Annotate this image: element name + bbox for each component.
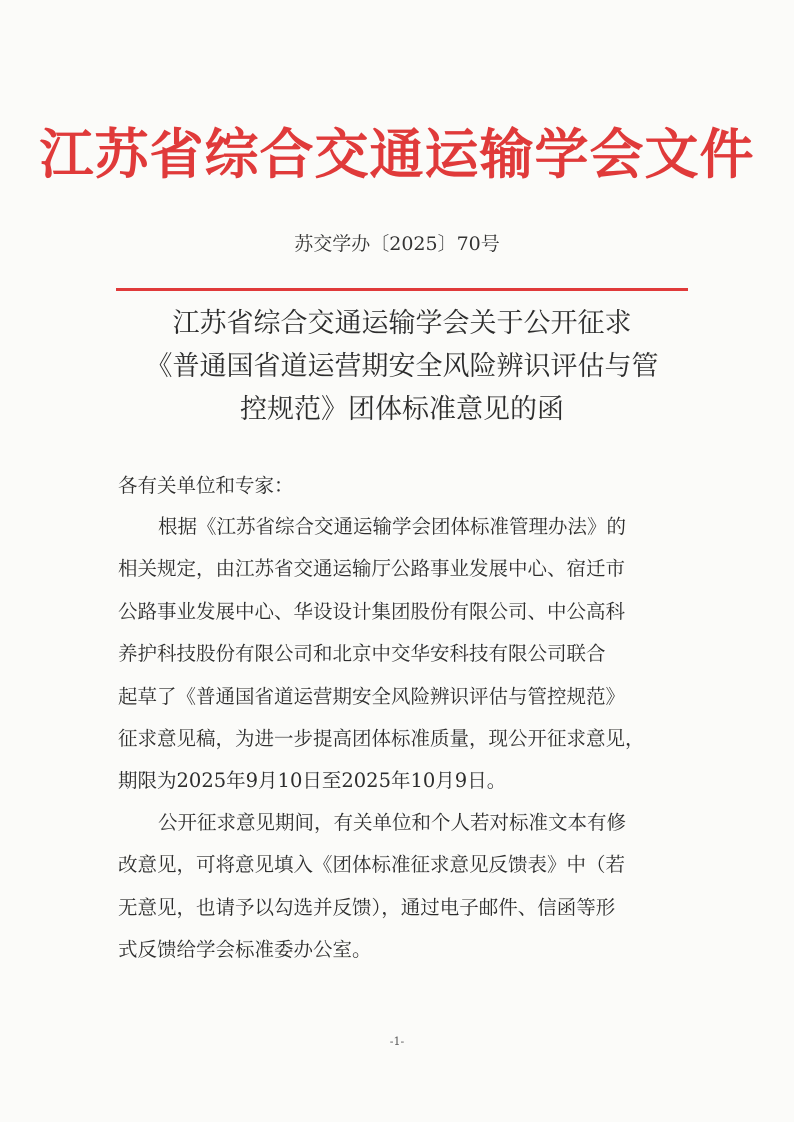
paragraph-line: 公开征求意见期间，有关单位和个人若对标准文本有修 [158,811,627,834]
paragraph-line: 养护科技股份有限公司和北京中交华安科技有限公司联合 [118,642,606,666]
title-line: 《普通国省道运营期安全风险辨识评估与管 [145,351,659,382]
paragraph-line: 无意见，也请予以勾选并反馈），通过电子邮件、信函等形 [118,895,616,919]
paragraph-line: 期限为2025年9月10日至2025年10月9日。 [118,769,507,793]
document-number: 苏交学办〔2025〕70号 [294,233,500,255]
page-number: -1- [389,1035,405,1048]
body-paragraph-2 [118,802,684,972]
title-line: 控规范》团体标准意见的函 [240,394,564,425]
body-paragraph-1 [118,506,684,803]
document-title [110,302,694,431]
paragraph-line: 根据《江苏省综合交通运输学会团体标准管理办法》的 [158,515,627,538]
issuer-header-title: 江苏省综合交通运输学会文件 [39,122,755,186]
paragraph-line: 相关规定，由江苏省交通运输厅公路事业发展中心、宿迁市 [118,557,626,581]
salutation: 各有关单位和专家： [118,474,294,497]
paragraph-line: 改意见，可将意见填入《团体标准征求意见反馈表》中（若 [118,853,626,877]
red-divider-line [116,288,688,291]
paragraph-line: 式反馈给学会标准委办公室。 [118,938,372,962]
title-line: 江苏省综合交通运输学会关于公开征求 [172,308,632,339]
paragraph-line: 公路事业发展中心、华设设计集团股份有限公司、中公高科 [118,599,626,623]
paragraph-line: 征求意见稿，为进一步提高团体标准质量，现公开征求意见， [118,726,645,750]
paragraph-line: 起草了《普通国省道运营期安全风险辨识评估与管控规范》 [118,684,626,708]
